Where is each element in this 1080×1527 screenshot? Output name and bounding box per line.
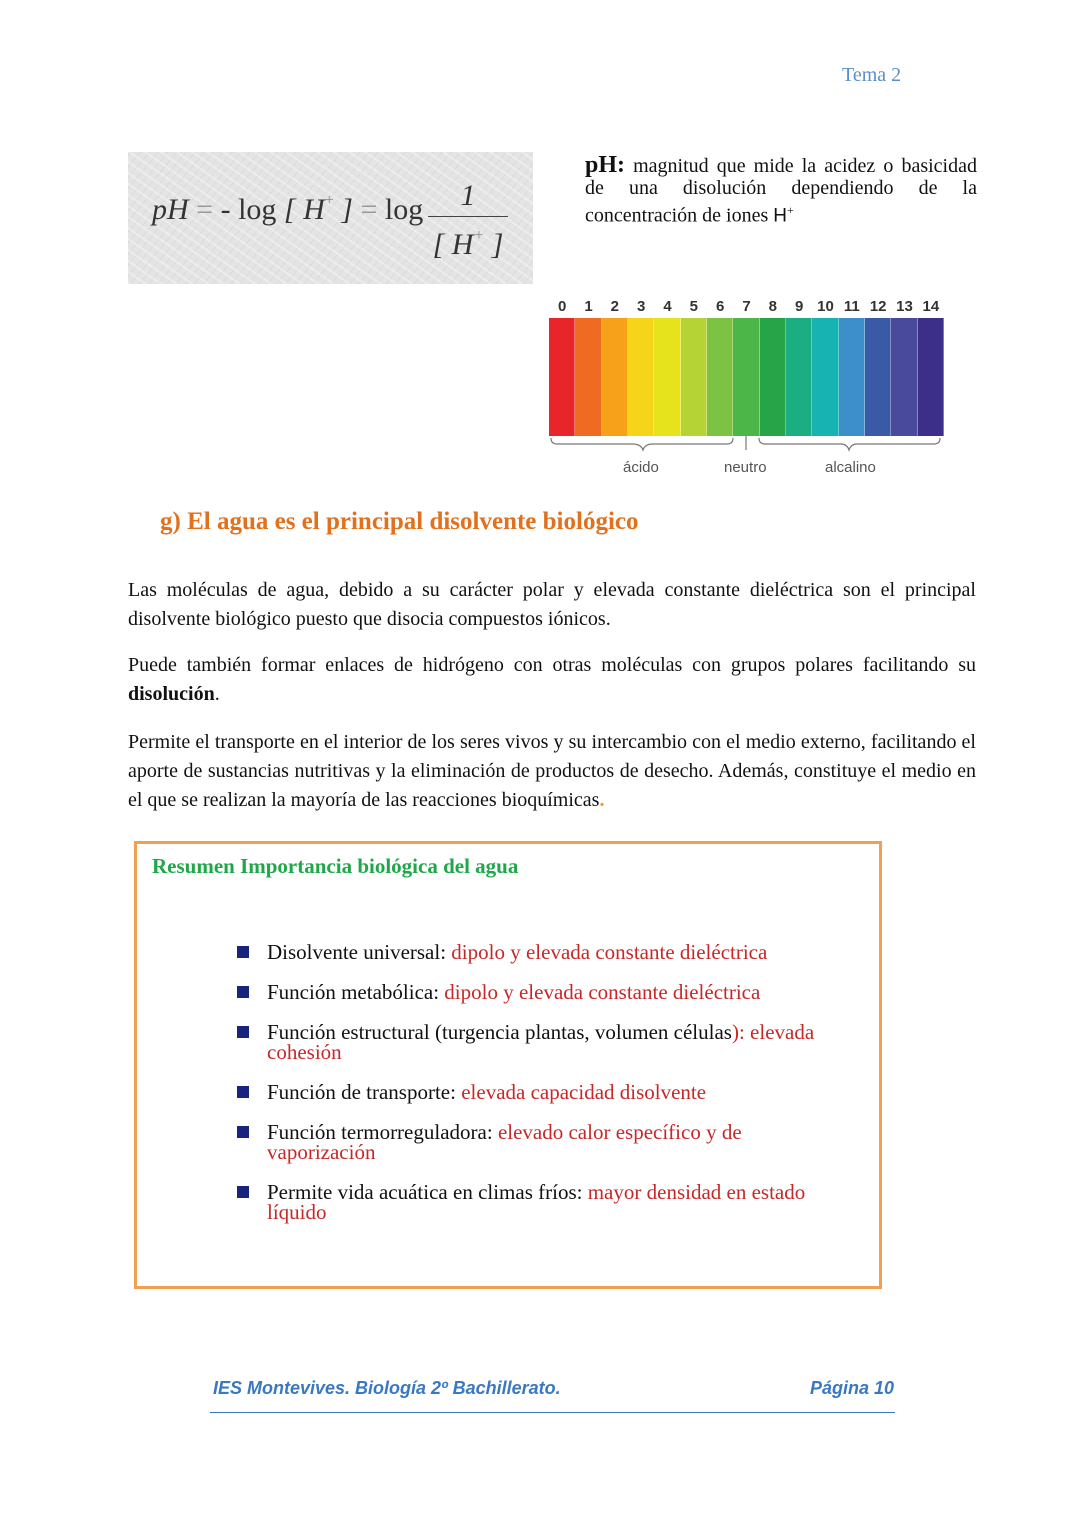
ph-scale-cell	[918, 318, 944, 436]
summary-item-detail: elevado calor específico y de vaporización	[267, 1120, 742, 1164]
square-bullet-icon	[237, 986, 249, 998]
paragraph-3: Permite el transporte en el interior de los seres vivos y su intercambio con el medio externo, facilitando el aporte de sustancias nutritivas y la eliminación de productos de desecho. Además, constituye el medio en el que se realizan la mayoría de las reacciones bioquímicas.	[128, 731, 976, 811]
ph-definition	[585, 154, 977, 228]
summary-item-label: Función de transporte:	[267, 1080, 462, 1104]
ph-formula-image	[128, 152, 533, 284]
paragraph-1: Las moléculas de agua, debido a su carácter polar y elevada constante dieléctrica son el principal disolvente biológico puesto que disocia compuestos iónicos.	[128, 579, 976, 630]
formula-h-concentration: [ H	[283, 193, 325, 226]
summary-item-label: Permite vida acuática en climas fríos:	[267, 1180, 588, 1204]
summary-item-label: Función metabólica:	[267, 980, 445, 1004]
ph-scale-cell	[602, 318, 628, 436]
summary-list	[235, 942, 835, 1242]
ph-scale-number: 14	[922, 298, 940, 315]
formula-denominator: [ H+ ]	[432, 227, 504, 261]
ph-scale-cell	[786, 318, 812, 436]
ph-scale-number: 1	[584, 298, 593, 315]
ph-label-alkaline: alcalino	[825, 459, 876, 476]
square-bullet-icon	[237, 946, 249, 958]
ph-scale-cell	[812, 318, 838, 436]
ph-scale-cell	[549, 318, 575, 436]
summary-item-label: Disolvente universal:	[267, 940, 452, 964]
ph-scale-number: 13	[896, 298, 913, 315]
ph-scale-cell	[628, 318, 654, 436]
ph-scale-number: 6	[715, 298, 725, 315]
square-bullet-icon	[237, 1086, 249, 1098]
ph-scale-bar	[549, 318, 944, 436]
formula-equals-1: =	[188, 193, 221, 226]
ph-scale-cell	[865, 318, 891, 436]
ph-ion-sup: +	[787, 203, 794, 217]
summary-list-item	[235, 982, 835, 1002]
formula-lhs: pH	[152, 193, 189, 226]
ph-scale-number: 3	[636, 298, 646, 315]
summary-item-label: Función estructural (turgencia plantas, volumen células	[267, 1020, 732, 1044]
formula-close-bracket: ]	[333, 193, 353, 226]
summary-item-detail: elevada capacidad disolvente	[461, 1080, 707, 1104]
ph-scale-cell	[575, 318, 601, 436]
square-bullet-icon	[237, 1026, 249, 1038]
formula-minus-log: - log	[220, 193, 284, 226]
ph-scale-number: 9	[794, 298, 804, 315]
ph-scale-cell	[681, 318, 707, 436]
formula-fraction	[428, 178, 508, 262]
summary-item-detail: dipolo y elevada constante dieléctrica	[451, 940, 768, 964]
ph-scale-cell	[760, 318, 786, 436]
footer-school: IES Montevives. Biología 2º Bachillerato.	[213, 1378, 561, 1398]
formula-log: log	[384, 193, 424, 226]
square-bullet-icon	[237, 1186, 249, 1198]
summary-item-detail: mayor densidad en estado líquido	[267, 1180, 806, 1224]
fraction-bar	[428, 216, 508, 217]
ph-label-neutral: neutro	[724, 459, 767, 476]
ph-scale-number: 7	[742, 298, 751, 315]
footer-divider	[210, 1412, 895, 1413]
summary-box	[134, 841, 882, 1289]
formula-equals-2: =	[352, 193, 385, 226]
section-title: g) El agua es el principal disolvente biológico	[160, 508, 639, 535]
ph-scale-number: 5	[689, 298, 698, 315]
summary-list-item	[235, 1182, 835, 1222]
footer-page-number: Página 10	[810, 1378, 895, 1398]
summary-item-detail: ): elevada cohesión	[267, 1020, 815, 1064]
ph-label-acid: ácido	[623, 459, 659, 476]
ph-scale-cell	[733, 318, 759, 436]
formula-numerator: 1	[460, 179, 476, 212]
ph-formula	[152, 178, 512, 268]
formula-h-sup: +	[324, 192, 334, 209]
page-header-tema: Tema 2	[842, 64, 902, 86]
bold-term-disolucion: disolución	[128, 683, 215, 705]
ph-scale-braces	[549, 436, 944, 456]
summary-list-item	[235, 1082, 835, 1102]
ph-scale-number: 4	[663, 298, 672, 315]
ph-scale-number: 0	[557, 298, 567, 315]
summary-list-item	[235, 942, 835, 962]
ph-scale-cell	[839, 318, 865, 436]
square-bullet-icon	[237, 1126, 249, 1138]
summary-list-item	[235, 1122, 835, 1162]
summary-item-label: Función termorreguladora:	[267, 1120, 498, 1144]
ph-definition-text: magnitud que mide la acidez o basicidad de una disolución dependiendo de la concentración de iones	[585, 155, 977, 227]
ph-scale-number: 11	[843, 298, 860, 315]
ph-scale-image	[549, 296, 944, 481]
ph-term: pH:	[585, 152, 626, 178]
summary-title: Resumen Importancia biológica del agua	[152, 854, 519, 878]
ph-scale-cell	[654, 318, 680, 436]
ph-scale-number: 10	[817, 298, 834, 315]
ph-scale-cell	[891, 318, 917, 436]
summary-list-item	[235, 1022, 835, 1062]
ph-scale-number: 8	[768, 298, 777, 315]
ph-scale-number: 12	[869, 298, 887, 315]
ph-scale-number: 2	[610, 298, 619, 315]
ph-scale-cell	[707, 318, 733, 436]
ph-ion: H	[773, 205, 787, 227]
summary-item-detail: dipolo y elevada constante dieléctrica	[444, 980, 761, 1004]
paragraph-2: Puede también formar enlaces de hidrógeno con otras moléculas con grupos polares facilitando su disolución.	[128, 654, 976, 705]
